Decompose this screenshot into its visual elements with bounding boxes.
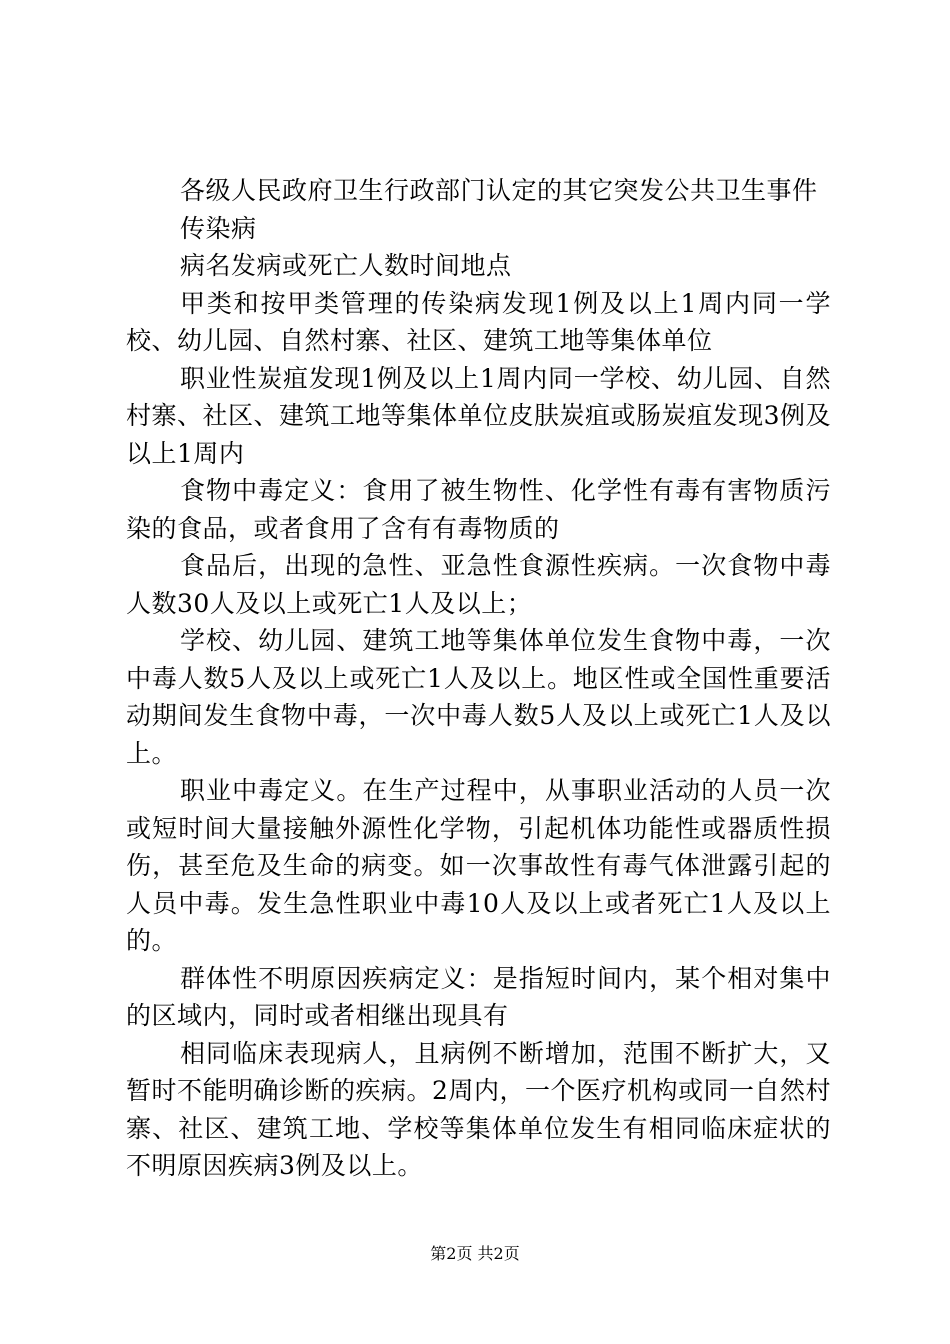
paragraph-table-header: 病名发病或死亡人数时间地点 (180, 251, 512, 280)
paragraph-collective-food-poisoning: 学校、幼儿园、建筑工地等集体单位发生食物中毒，一次中毒人数5人及以上或死亡1人及以上。地区性或全国性重要活动期间发生食物中毒，一次中毒人数5人及以上或死亡1人及以上。 (126, 626, 831, 768)
paragraph-unknown-disease-threshold: 相同临床表现病人，且病例不断增加，范围不断扩大，又暂时不能明确诊断的疾病。2周内，一个医疗机构或同一自然村寨、社区、建筑工地、学校等集体单位发生有相同临床症状的不明原因疾病3例及以上。 (126, 1038, 831, 1180)
paragraph-food-poisoning-definition: 食物中毒定义：食用了被生物性、化学性有毒有害物质污染的食品，或者食用了含有有毒物质的 (126, 476, 831, 543)
paragraph-other-events: 各级人民政府卫生行政部门认定的其它突发公共卫生事件 (180, 176, 818, 205)
page-footer: 第2页 共2页 (430, 1244, 520, 1263)
paragraph-anthrax: 职业性炭疽发现1例及以上1周内同一学校、幼儿园、自然村寨、社区、建筑工地等集体单位皮肤炭疽或肠炭疽发现3例及以上1周内 (126, 363, 831, 468)
paragraph-class-a-disease: 甲类和按甲类管理的传染病发现1例及以上1周内同一学校、幼儿园、自然村寨、社区、建筑工地等集体单位 (126, 288, 831, 355)
paragraph-food-poisoning-threshold: 食品后，出现的急性、亚急性食源性疾病。一次食物中毒人数30人及以上或死亡1人及以上； (126, 551, 831, 618)
document-body (126, 172, 831, 1185)
paragraph-unknown-disease-definition: 群体性不明原因疾病定义：是指短时间内，某个相对集中的区域内，同时或者相继出现具有 (126, 963, 831, 1030)
paragraph-infectious-disease-heading: 传染病 (180, 213, 257, 243)
paragraph-occupational-poisoning: 职业中毒定义。在生产过程中，从事职业活动的人员一次或短时间大量接触外源性化学物，引起机体功能性或器质性损伤，甚至危及生命的病变。如一次事故性有毒气体泄露引起的人员中毒。发生急性职业中毒10人及以上或者死亡1人及以上的。 (126, 776, 831, 955)
